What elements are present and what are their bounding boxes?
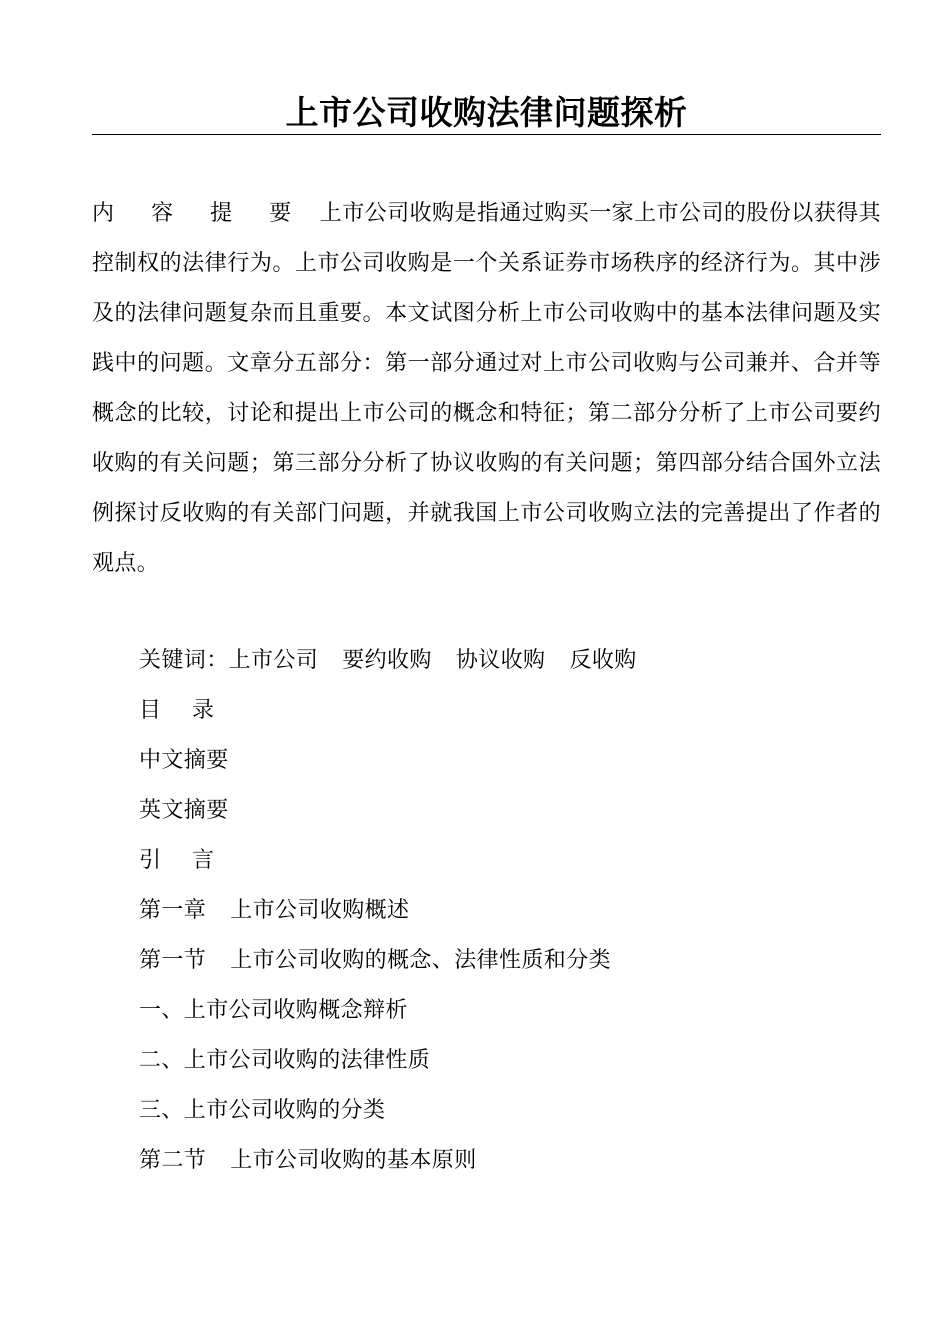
title-underline [92,134,881,135]
keywords-label: 关键词： [139,648,229,673]
toc-entry-section: 第二节 上市公司收购的基本原则 [139,1148,477,1173]
toc-entry: 二、上市公司收购的法律性质 [139,1048,431,1073]
abstract-paragraph [92,189,881,589]
toc-entry: 中文摘要 [139,748,229,773]
keywords-line [139,636,879,686]
toc-list [139,636,879,1186]
document-title: 上市公司收购法律问题探析 [285,93,688,132]
toc-entry: 英文摘要 [139,798,229,823]
toc-entry-chapter: 第一章 上市公司收购概述 [139,898,410,923]
keyword: 要约收购 [342,648,432,673]
toc-entry: 一、上市公司收购概念辩析 [139,998,408,1023]
toc-entry-section: 第一节 上市公司收购的概念、法律性质和分类 [139,948,612,973]
toc-entry: 三、上市公司收购的分类 [139,1098,386,1123]
abstract-text: 上市公司收购是指通过购买一家上市公司的股份以获得其控制权的法律行为。上市公司收购是一个关系证券市场秩序的经济行为。其中涉及的法律问题复杂而且重要。本文试图分析上市公司收购中的基本法律问题及实践中的问题。文章分五部分：第一部分通过对上市公司收购与公司兼并、合并等概念的比较，讨论和提出上市公司的概念和特征；第二部分分析了上市公司要约收购的有关问题；第三部分分析了协议收购的有关问题；第四部分结合国外立法例探讨反收购的有关部门问题，并就我国上市公司收购立法的完善提出了作者的观点。 [92,201,881,576]
abstract-label: 内 容 提 要 [92,201,307,226]
toc-entry: 引 言 [139,848,226,873]
keyword: 协议收购 [455,648,546,673]
keyword: 反收购 [569,648,637,673]
toc-heading: 目 录 [139,698,226,723]
keyword: 上市公司 [228,648,319,673]
